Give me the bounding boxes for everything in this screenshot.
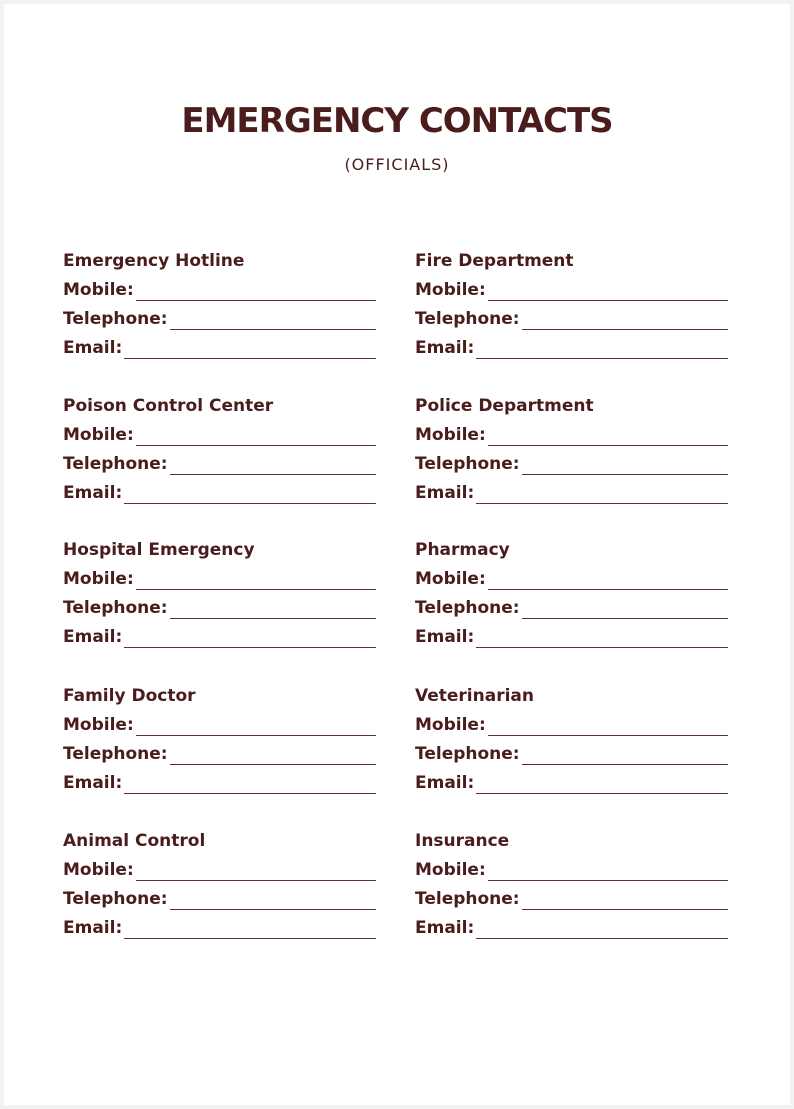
email-fill-line[interactable] <box>476 646 728 648</box>
contact-section-hospital-emergency <box>63 536 376 652</box>
email-label: Email: <box>415 338 475 358</box>
telephone-fill-line[interactable] <box>170 473 376 475</box>
telephone-row <box>63 450 376 479</box>
email-row <box>63 914 376 943</box>
mobile-label: Mobile: <box>415 280 486 300</box>
telephone-label: Telephone: <box>63 744 168 764</box>
section-heading: Family Doctor <box>63 686 196 706</box>
telephone-label: Telephone: <box>63 309 168 329</box>
mobile-label: Mobile: <box>415 715 486 735</box>
telephone-label: Telephone: <box>63 889 168 909</box>
telephone-row <box>63 305 376 334</box>
email-label: Email: <box>415 483 475 503</box>
telephone-fill-line[interactable] <box>522 908 728 910</box>
telephone-fill-line[interactable] <box>170 328 376 330</box>
telephone-label: Telephone: <box>63 598 168 618</box>
telephone-label: Telephone: <box>415 889 520 909</box>
email-fill-line[interactable] <box>476 502 728 504</box>
telephone-row <box>415 450 728 479</box>
contact-section-pharmacy <box>415 536 728 652</box>
contact-section-emergency-hotline <box>63 247 376 363</box>
email-fill-line[interactable] <box>124 646 376 648</box>
email-row <box>63 479 376 508</box>
contact-section-poison-control <box>63 392 376 508</box>
email-label: Email: <box>63 483 123 503</box>
mobile-fill-line[interactable] <box>136 444 376 446</box>
telephone-row <box>63 885 376 914</box>
telephone-fill-line[interactable] <box>170 617 376 619</box>
section-heading: Emergency Hotline <box>63 251 245 271</box>
telephone-row <box>63 594 376 623</box>
mobile-fill-line[interactable] <box>488 444 728 446</box>
email-row <box>63 769 376 798</box>
mobile-row <box>415 565 728 594</box>
mobile-row <box>63 711 376 740</box>
email-label: Email: <box>63 918 123 938</box>
telephone-label: Telephone: <box>415 598 520 618</box>
mobile-fill-line[interactable] <box>136 734 376 736</box>
mobile-fill-line[interactable] <box>488 588 728 590</box>
mobile-fill-line[interactable] <box>488 299 728 301</box>
contact-section-animal-control <box>63 827 376 943</box>
mobile-label: Mobile: <box>63 860 134 880</box>
telephone-row <box>415 305 728 334</box>
email-label: Email: <box>63 338 123 358</box>
mobile-label: Mobile: <box>415 569 486 589</box>
mobile-label: Mobile: <box>63 569 134 589</box>
email-row <box>415 769 728 798</box>
section-heading: Poison Control Center <box>63 396 274 416</box>
email-label: Email: <box>415 627 475 647</box>
telephone-fill-line[interactable] <box>522 473 728 475</box>
section-heading: Animal Control <box>63 831 206 851</box>
mobile-row <box>63 565 376 594</box>
section-heading: Police Department <box>415 396 594 416</box>
page-title: EMERGENCY CONTACTS <box>181 101 613 141</box>
email-label: Email: <box>415 773 475 793</box>
mobile-row <box>415 276 728 305</box>
telephone-fill-line[interactable] <box>522 617 728 619</box>
email-row <box>415 334 728 363</box>
mobile-label: Mobile: <box>415 425 486 445</box>
mobile-fill-line[interactable] <box>488 734 728 736</box>
mobile-row <box>415 711 728 740</box>
email-label: Email: <box>63 627 123 647</box>
email-row <box>415 623 728 652</box>
email-fill-line[interactable] <box>124 502 376 504</box>
telephone-label: Telephone: <box>415 309 520 329</box>
mobile-fill-line[interactable] <box>136 588 376 590</box>
section-heading: Fire Department <box>415 251 574 271</box>
email-fill-line[interactable] <box>476 357 728 359</box>
mobile-row <box>63 421 376 450</box>
telephone-label: Telephone: <box>415 744 520 764</box>
email-fill-line[interactable] <box>476 792 728 794</box>
mobile-fill-line[interactable] <box>136 299 376 301</box>
email-row <box>63 334 376 363</box>
contact-section-fire-department <box>415 247 728 363</box>
telephone-row <box>415 594 728 623</box>
telephone-row <box>415 885 728 914</box>
email-fill-line[interactable] <box>124 937 376 939</box>
telephone-row <box>415 740 728 769</box>
mobile-fill-line[interactable] <box>136 879 376 881</box>
email-fill-line[interactable] <box>124 357 376 359</box>
section-heading: Hospital Emergency <box>63 540 255 560</box>
mobile-label: Mobile: <box>63 280 134 300</box>
telephone-fill-line[interactable] <box>170 763 376 765</box>
mobile-row <box>63 276 376 305</box>
email-label: Email: <box>63 773 123 793</box>
section-heading: Pharmacy <box>415 540 510 560</box>
mobile-row <box>415 421 728 450</box>
section-heading: Veterinarian <box>415 686 534 706</box>
contact-section-insurance <box>415 827 728 943</box>
mobile-label: Mobile: <box>63 425 134 445</box>
page-subtitle: (OFFICIALS) <box>344 155 450 174</box>
telephone-row <box>63 740 376 769</box>
section-heading: Insurance <box>415 831 510 851</box>
email-row <box>415 914 728 943</box>
email-row <box>63 623 376 652</box>
contact-section-police-department <box>415 392 728 508</box>
email-fill-line[interactable] <box>124 792 376 794</box>
mobile-label: Mobile: <box>63 715 134 735</box>
email-label: Email: <box>415 918 475 938</box>
mobile-row <box>415 856 728 885</box>
document-page <box>4 4 790 1105</box>
telephone-fill-line[interactable] <box>522 328 728 330</box>
mobile-label: Mobile: <box>415 860 486 880</box>
email-row <box>415 479 728 508</box>
telephone-label: Telephone: <box>415 454 520 474</box>
contact-section-family-doctor <box>63 682 376 798</box>
email-fill-line[interactable] <box>476 937 728 939</box>
mobile-fill-line[interactable] <box>488 879 728 881</box>
contact-section-veterinarian <box>415 682 728 798</box>
telephone-fill-line[interactable] <box>522 763 728 765</box>
mobile-row <box>63 856 376 885</box>
telephone-fill-line[interactable] <box>170 908 376 910</box>
telephone-label: Telephone: <box>63 454 168 474</box>
